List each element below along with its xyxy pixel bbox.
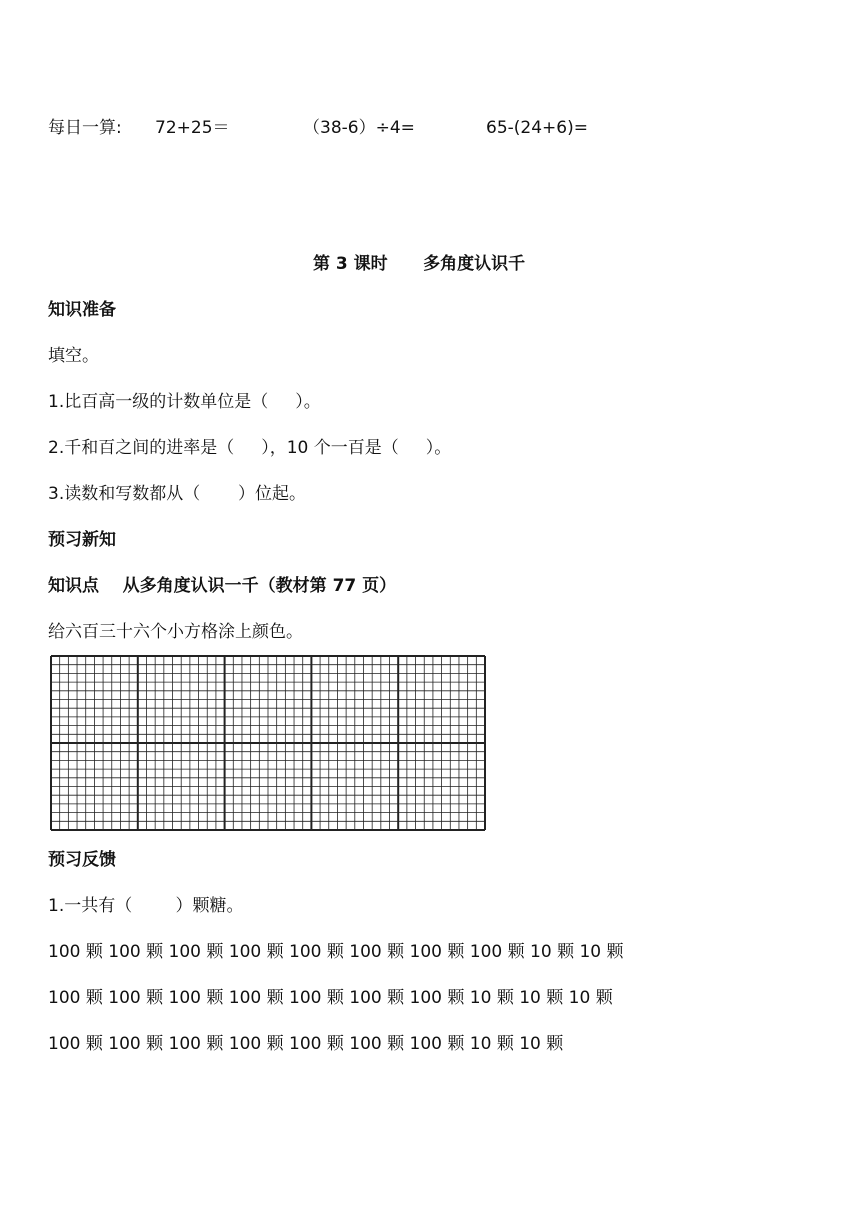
section-heading-preview: 预习新知 [48, 530, 116, 550]
question-2: 2.千和百之间的进率是（ ），10 个一百是（ ）。 [48, 438, 452, 458]
grid-svg[interactable] [50, 655, 486, 831]
candy-row-1: 100 颗 100 颗 100 颗 100 颗 100 颗 100 颗 100 颗 100 颗 10 颗 10 颗 [48, 942, 624, 962]
fill-blank-instruction: 填空。 [48, 346, 99, 366]
section-heading-prep: 知识准备 [48, 300, 116, 320]
coloring-task: 给六百三十六个小方格涂上颜色。 [48, 622, 303, 642]
question-1: 1.比百高一级的计数单位是（ ）。 [48, 392, 321, 412]
lesson-title: 第 3 课时 多角度认识千 [313, 254, 526, 274]
knowledge-point-heading: 知识点 从多角度认识一千（教材第 77 页） [48, 576, 397, 596]
candy-row-3: 100 颗 100 颗 100 颗 100 颗 100 颗 100 颗 100 颗 10 颗 10 颗 [48, 1034, 564, 1054]
daily-calc-item-3: 65-(24+6)= [486, 118, 588, 138]
candy-row-2: 100 颗 100 颗 100 颗 100 颗 100 颗 100 颗 100 颗 10 颗 10 颗 10 颗 [48, 988, 613, 1008]
daily-calc-item-2: （38-6）÷4= [303, 118, 415, 138]
section-heading-feedback: 预习反馈 [48, 850, 116, 870]
daily-calc-label: 每日一算: [48, 118, 122, 138]
feedback-question-1: 1.一共有（ ）颗糖。 [48, 896, 244, 916]
daily-calc-item-1: 72+25＝ [155, 118, 230, 138]
square-grid[interactable] [50, 655, 486, 831]
question-3: 3.读数和写数都从（ ）位起。 [48, 484, 307, 504]
